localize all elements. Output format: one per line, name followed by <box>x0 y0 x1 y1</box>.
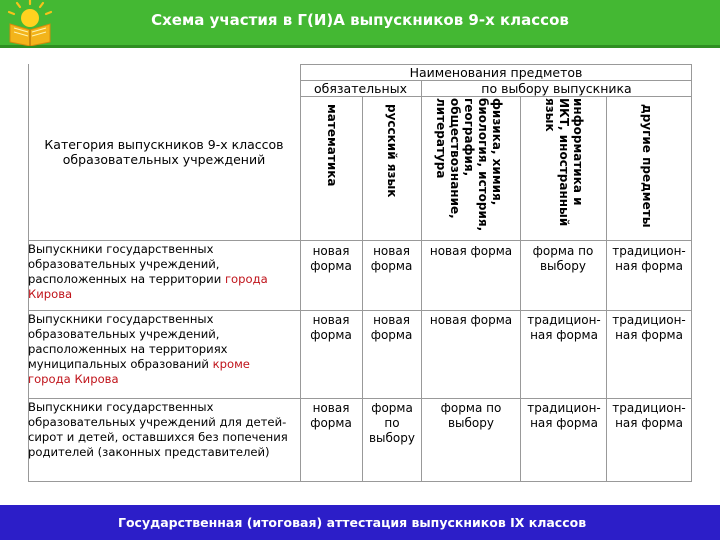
grid-line <box>300 64 301 482</box>
grid-line <box>520 96 521 482</box>
table-cell: форма по выбору <box>440 401 502 430</box>
grid-line <box>421 80 422 482</box>
subjects-header: Наименования предметов <box>409 65 583 80</box>
table-cell: традицион-ная форма <box>612 244 686 273</box>
column-header-informatics: информатика и ИКТ, иностранный язык <box>543 98 585 227</box>
grid-line <box>691 64 692 482</box>
table-cell: новая форма <box>429 313 513 327</box>
column-header-math: математика <box>325 104 339 187</box>
table-cell: традицион-ная форма <box>612 401 686 430</box>
table-cell: форма по выбору <box>368 401 415 445</box>
grid-line <box>28 240 692 241</box>
row-category <box>28 242 290 302</box>
category-highlight: города Кирова <box>28 272 268 302</box>
column-header-sciences: физика, химия, биология, история, география, обществознание, литература <box>434 98 504 232</box>
footer-bar <box>0 505 720 540</box>
page-title: Схема участия в Г(И)А выпускников 9-х классов <box>151 11 569 29</box>
category-prefix: Выпускники государственных образовательных учреждений, расположенных на территории <box>28 242 222 287</box>
category-prefix: Выпускники государственных образовательных учреждений для детей-сирот и детей, оставшихся без попечения родителей (законных представителей) <box>28 400 288 460</box>
table-cell: новая форма <box>370 244 413 273</box>
grid-line <box>28 398 692 399</box>
participation-table <box>28 64 692 482</box>
row-category <box>28 400 300 460</box>
table-cell: традицион-ная форма <box>527 313 601 342</box>
grid-line <box>28 481 692 482</box>
grid-line <box>362 96 363 482</box>
table-cell: новая форма <box>429 244 513 258</box>
table-cell: новая форма <box>310 401 352 430</box>
category-header: Категория выпускников 9-х классов образовательных учреждений <box>44 137 284 167</box>
table-cell: форма по выбору <box>532 244 594 273</box>
column-header-russian: русский язык <box>385 104 399 198</box>
table-cell: новая форма <box>310 313 352 342</box>
column-header-other: другие предметы <box>640 104 654 228</box>
grid-line <box>606 96 607 482</box>
table-cell: новая форма <box>370 313 413 342</box>
table-cell: традицион-ная форма <box>612 313 686 342</box>
table-cell: новая форма <box>310 244 352 273</box>
mandatory-header: обязательных <box>314 81 407 96</box>
grid-line <box>28 310 692 311</box>
category-highlight: кроме города Кирова <box>28 357 250 387</box>
grid-line <box>300 96 692 97</box>
row-category <box>28 312 290 387</box>
table-cell: традицион-ная форма <box>527 401 601 430</box>
elective-header: по выбору выпускника <box>481 81 632 96</box>
header-bar <box>0 0 720 48</box>
footer-title: Государственная (итоговая) аттестация выпускников IX классов <box>118 515 587 530</box>
category-prefix: Выпускники государственных образовательных учреждений, расположенных на территориях муниципальных образований <box>28 312 228 372</box>
